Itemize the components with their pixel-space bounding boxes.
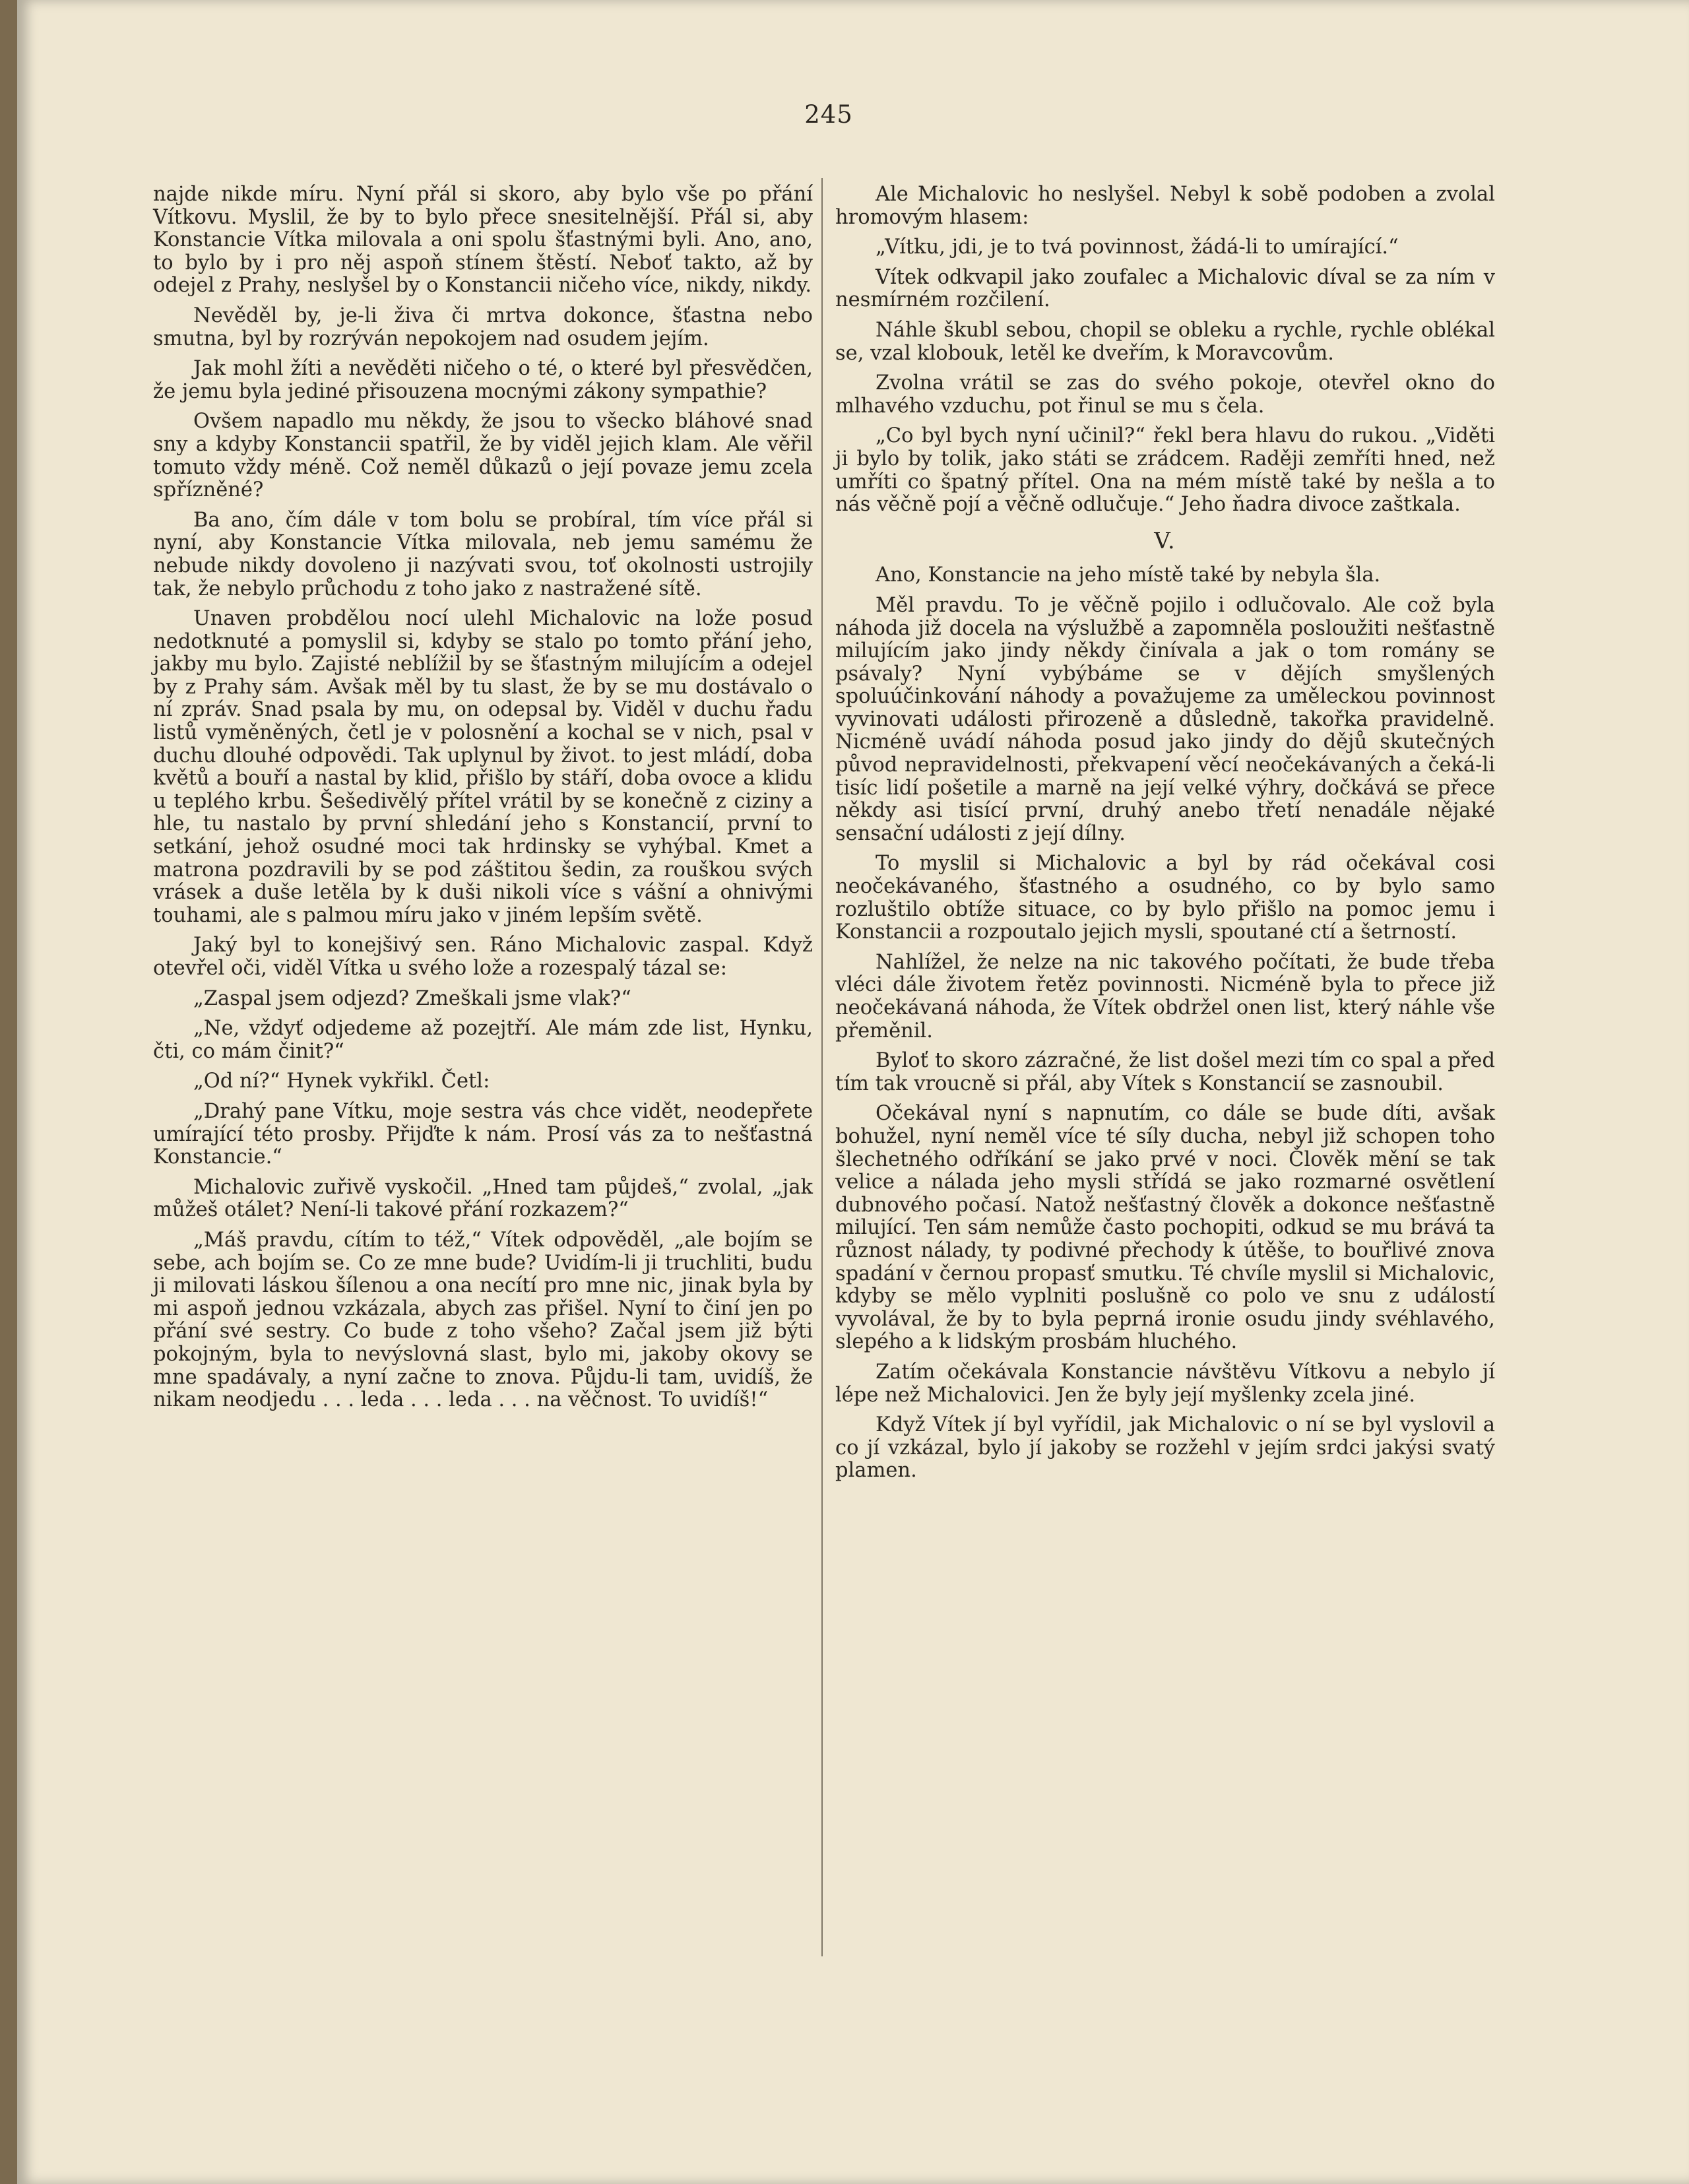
paragraph: Vítek odkvapil jako zoufalec a Michalovic díval se za ním v nesmírném rozčilení. [835,265,1495,312]
paragraph: Zatím očekávala Konstancie návštěvu Vítkovu a nebylo jí lépe než Michalovici. Jen že byly její myšlenky zcela jiné. [835,1360,1495,1407]
left-column [153,183,813,1419]
paragraph: Ano, Konstancie na jeho místě také by nebyla šla. [876,563,1381,587]
paragraph: Jaký byl to konejšivý sen. Ráno Michalovic zaspal. Když otevřel oči, viděl Vítka u svého lože a rozespalý tázal se: [153,934,813,980]
paragraph: Měl pravdu. To je věčně pojilo i odlučovalo. Ale což byla náhoda již docela na výslužbě a zapomněla posloužiti nešťastně milujícím jako jindy někdy činívala a jak o tom romány se psávaly? Nyní vybýbáme se v dějích smyšlených spoluúčinkování náhody a považujeme za uměleckou povinnost vyvinovati události přirozeně a důsledně, takořka pravidelně. Nicméně uvádí náhoda posud jako jindy do dějů skutečných původ nepravidelnosti, překvapení věcí neočekávaných a čeká-li tisíc lidí pošetile a marně na její velké výhry, dočkává se přece někdy asi tisící první, druhý anebo třetí nenadále nějaké sensační události z její dílny. [835,593,1495,845]
paragraph: „Od ní?“ Hynek vykřikl. Četl: [193,1070,490,1093]
book-page [17,0,1689,2184]
paragraph: Zvolna vrátil se zas do svého pokoje, otevřel okno do mlhavého vzduchu, pot řinul se mu s čela. [835,371,1495,418]
paragraph: Náhle škubl sebou, chopil se obleku a rychle, rychle oblékal se, vzal klobouk, letěl ke dveřím, k Moravcovům. [835,318,1495,365]
right-column [835,183,1495,1490]
paragraph: Očekával nyní s napnutím, co dále se bude díti, avšak bohužel, nyní neměl více té síly ducha, nebyl již schopen toho šlechetného odříkání se jako prvé v noci. Člověk mění se tak velice a nálada jeho mysli střídá se jako rozmarné osvětlení dubnového počasí. Natož nešťastný člověk a dokonce nešťastně milující. Ten sám nemůže často pochopiti, odkud se mu brává ta různost nálady, ty podivné přechody k útěše, to bouřlivé znova spadání v černou propasť smutku. Té chvíle myslil si Michalovic, kdyby se mělo vyplniti poslušně co polo ve snu z událostí vyvolával, že by to byla peprná ironie osudu jindy svéhlavého, slepého a k lidským prosbám hluchého. [835,1102,1495,1354]
chapter-heading: V. [1154,527,1176,554]
column-divider [821,178,823,1956]
paragraph: Ale Michalovic ho neslyšel. Nebyl k sobě podoben a zvolal hromovým hlasem: [835,183,1495,229]
paragraph: „Co byl bych nyní učinil?“ řekl bera hlavu do rukou. „Viděti ji bylo by tolik, jako státi se zrádcem. Raději zemříti hned, než umříti co špatný přítel. Ona na mém místě také by nešla a to nás věčně pojí a věčně odlučuje.“ Jeho ňadra divoce zaštkala. [835,424,1495,517]
paragraph: Ba ano, čím dále v tom bolu se probíral, tím více přál si nyní, aby Konstancie Vítka milovala, neb jemu samému že nebude nikdy dovoleno ji nazývati svou, toť okolnosti ustrojily tak, že nebylo průchodu z toho jako z nastražené sítě. [153,508,813,600]
paragraph: „Drahý pane Vítku, moje sestra vás chce vidět, neodepřete umírající této prosby. Přijďte k nám. Prosí vás za to nešťastná Konstancie.“ [153,1099,813,1169]
paragraph: Nahlížel, že nelze na nic takového počítati, že bude třeba vléci dále životem řetěz povinnosti. Nicméně byla to přece již neočekávaná náhoda, že Vítek obdržel onen list, který náhle vše přeměnil. [835,950,1495,1043]
paragraph: Byloť to skoro zázračné, že list došel mezi tím co spal a před tím tak vroucně si přál, aby Vítek s Konstancií se zasnoubil. [835,1049,1495,1095]
paragraph: To myslil si Michalovic a byl by rád očekával cosi neočekávaného, šťastného a osudného, co by bylo samo rozluštilo obtíže situace, co by bylo přišlo na pomoc jemu i Konstancii a rozpoutalo jejich mysli, spoutané ctí a šetrností. [835,852,1495,944]
paragraph: „Vítku, jdi, je to tvá povinnost, žádá-li to umírající.“ [876,236,1399,259]
paragraph: Když Vítek jí byl vyřídil, jak Michalovic o ní se byl vyslovil a co jí vzkázal, bylo jí jakoby se rozžehl v jejím srdci jakýsi svatý plamen. [835,1413,1495,1483]
paragraph: „Ne, vždyť odjedeme až pozejtří. Ale mám zde list, Hynku, čti, co mám činit?“ [153,1017,813,1063]
paragraph: Jak mohl žíti a nevěděti ničeho o té, o které byl přesvědčen, že jemu byla jediné přisouzena mocnými zákony sympathie? [153,357,813,403]
paragraph: Nevěděl by, je-li živa či mrtva dokonce, šťastna nebo smutna, byl by rozrýván nepokojem nad osudem jejím. [153,304,813,350]
paragraph: „Máš pravdu, cítím to též,“ Vítek odpověděl, „ale bojím se sebe, ach bojím se. Co ze mne bude? Uvidím-li ji truchliti, budu ji milovati láskou šílenou a ona necítí pro mne nic, jinak byla by mi aspoň jednou vzkázala, abych zas přišel. Nyní to činí jen po přání své sestry. Co bude z toho všeho? Začal jsem již býti pokojným, byla to nevýslovná slast, bylo mi, jakoby okovy se mne spadávaly, a nyní začne to znova. Půjdu-li tam, uvidíš, že nikam neodjedu . . . leda . . . leda . . . na věčnost. To uvidíš!“ [153,1228,813,1412]
paragraph: Unaven probdělou nocí ulehl Michalovic na lože posud nedotknuté a pomyslil si, kdyby se stalo po tomto přání jeho, jakby mu bylo. Zajisté neblížil by se šťastným milujícím a odejel by z Prahy sám. Avšak měl by tu slast, že by se mu dostávalo o ní zpráv. Snad psala by mu, on odepsal by. Viděl v duchu řadu listů vyměněných, četl je v polosnění a kochal se v nich, psal v duchu dlouhé odpovědi. Tak uplynul by život. to jest mládí, doba květů a bouří a nastal by klid, přišlo by stáří, doba ovoce a klidu u teplého krbu. Šešedivělý přítel vrátil by se konečně z ciziny a hle, tu nastalo by první shledání jeho s Konstancií, první to setkání, jehož osudné moci tak hrdinsky se vyhýbal. Kmet a matrona pozdravili by se pod záštitou šedin, za rouškou svých vrásek a duše letěla by k duši nikoli více s vášní a ohnivými touhami, ale s palmou míru jako v jiném lepším světě. [153,607,813,927]
paragraph: Michalovic zuřivě vyskočil. „Hned tam půjdeš,“ zvolal, „jak můžeš otálet? Není-li takové přání rozkazem?“ [153,1175,813,1222]
paragraph: najde nikde míru. Nyní přál si skoro, aby bylo vše po přání Vítkovu. Myslil, že by to bylo přece snesitelnější. Přál si, aby Konstancie Vítka milovala a oni spolu šťastnými byli. Ano, ano, to bylo by i pro něj aspoň stínem štěstí. Neboť takto, až by odejel z Prahy, neslyšel by o Konstancii ničeho více, nikdy, nikdy. [153,183,813,298]
page-number: 245 [804,100,853,129]
paragraph: Ovšem napadlo mu někdy, že jsou to všecko bláhové snad sny a kdyby Konstancii spatřil, že by viděl jejich klam. Ale věřil tomuto vždy méně. Což neměl důkazů o její povaze jemu zcela spřízněné? [153,410,813,502]
paragraph: „Zaspal jsem odjezd? Zmeškali jsme vlak?“ [193,986,631,1010]
